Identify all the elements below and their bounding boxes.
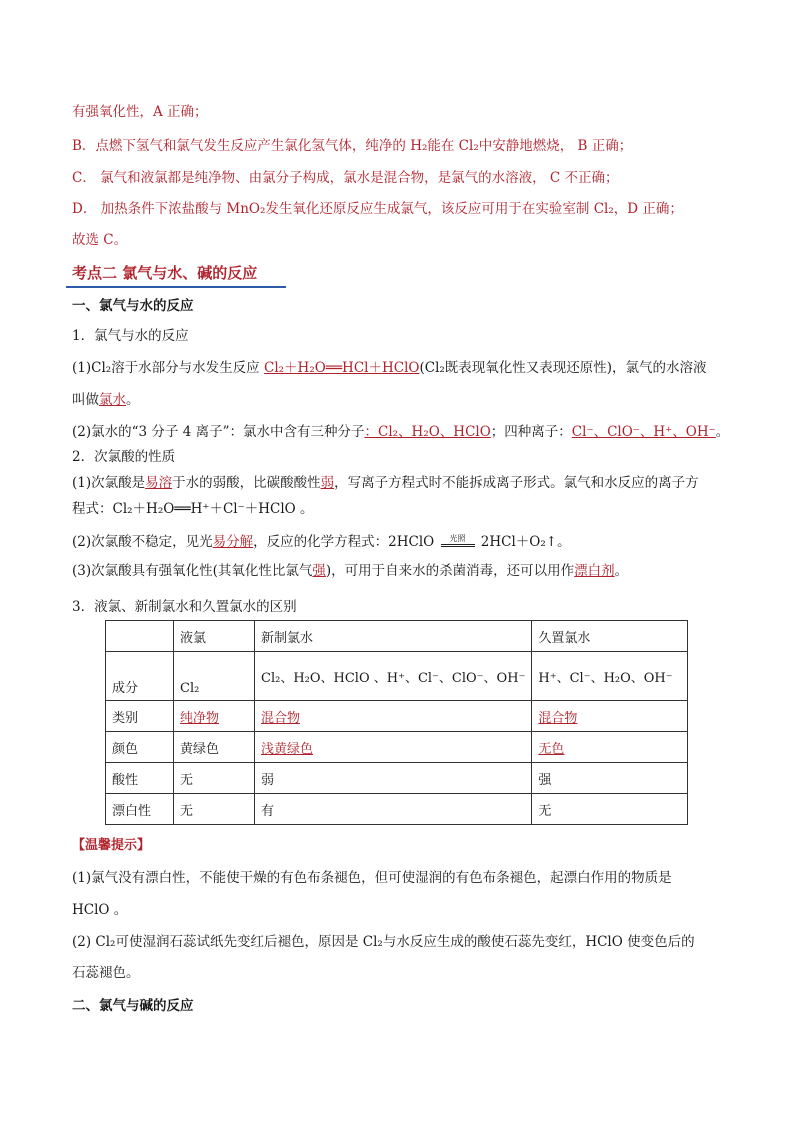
table-cell: 颜色 — [106, 732, 174, 763]
paragraph-1b — [72, 391, 140, 409]
paragraph-2b — [72, 533, 571, 551]
text: ，反应的化学方程式：2HClO — [253, 534, 439, 550]
answer-line-c: C． 氯气和液氯都是纯净物、由氯分子构成，氯水是混合物，是氯气的水溶液， C 不正确； — [72, 170, 619, 186]
text: ；四种离子： — [490, 424, 572, 440]
paragraph-1a — [72, 359, 707, 377]
answer-line-b: B．点燃下氢气和氯气发生反应产生氯化氢气体，纯净的 H₂能在 Cl₂中安静地燃烧， B 正确； — [72, 138, 633, 154]
table-header-row — [106, 621, 688, 652]
table-cell: Cl₂ — [174, 652, 255, 701]
answer-blank: 强 — [312, 563, 326, 579]
table-cell: 久置氯水 — [532, 621, 688, 652]
section-title-underline — [66, 286, 286, 288]
text: (2)次氯酸不稳定，见光 — [72, 534, 213, 550]
table-cell: 无色 — [532, 732, 688, 763]
answer-blank: 易溶 — [145, 475, 173, 491]
heading-2: 二、氯气与碱的反应 — [72, 998, 194, 1014]
tip-2a: (2) Cl₂可使湿润石蕊试纸先变红后褪色，原因是 Cl₂与水反应生成的酸使石蕊先变红，HClO 使变色后的 — [72, 934, 695, 950]
table-cell: 强 — [532, 763, 688, 794]
text: 。 — [715, 424, 730, 440]
table-row — [106, 701, 688, 732]
table-cell: 新制氯水 — [255, 621, 532, 652]
text: 叫做 — [72, 392, 99, 408]
answer-blank: 易分解 — [212, 534, 254, 550]
table-cell — [106, 621, 174, 652]
section-title: 考点二 氯气与水、碱的反应 — [72, 264, 258, 282]
table-cell: 弱 — [255, 763, 532, 794]
answer-blank: Cl⁻、ClO⁻、H⁺、OH⁻ — [571, 424, 716, 440]
subheading-2: 2．次氯酸的性质 — [72, 449, 176, 465]
table-cell: 无 — [174, 794, 255, 825]
table-cell: 酸性 — [106, 763, 174, 794]
text: 。 — [614, 563, 629, 579]
tips-title: 【温馨提示】 — [72, 838, 151, 853]
reaction-arrow — [439, 533, 477, 549]
table-row — [106, 652, 688, 701]
subheading-3: 3．液氯、新制氯水和久置氯水的区别 — [72, 599, 297, 615]
table-cell: 混合物 — [255, 701, 532, 732]
table-cell: 浅黄绿色 — [255, 732, 532, 763]
text: (2)氯水的“3 分子 4 离子”：氯水中含有三种分子 — [72, 424, 365, 440]
answer-blank: 氯水 — [99, 392, 126, 408]
table-cell: Cl₂、H₂O、HClO 、H⁺、Cl⁻、ClO⁻、OH⁻ — [255, 652, 532, 701]
table-cell: 类别 — [106, 701, 174, 732]
text: (3)次氯酸具有强氧化性(其氧化性比氯气 — [72, 563, 313, 579]
table-cell: 黄绿色 — [174, 732, 255, 763]
answer-blank: 漂白剂 — [574, 563, 615, 579]
tip-1a: (1)氯气没有漂白性，不能使干燥的有色布条褪色，但可使湿润的有色布条褪色，起漂白作用的物质是 — [72, 870, 672, 886]
table-row — [106, 763, 688, 794]
tip-1b: HClO 。 — [72, 902, 128, 918]
table-cell: 无 — [532, 794, 688, 825]
text: (1)Cl₂溶于水部分与水发生反应 — [72, 360, 264, 376]
answer-blank: ：Cl₂、H₂O、HClO — [364, 424, 491, 440]
table-cell: 无 — [174, 763, 255, 794]
table-cell: 混合物 — [532, 701, 688, 732]
paragraph-1c — [72, 423, 729, 441]
subheading-1: 1．氯气与水的反应 — [72, 328, 189, 344]
table-row — [106, 794, 688, 825]
table-cell: 漂白性 — [106, 794, 174, 825]
table-cell: H⁺、Cl⁻、H₂O、OH⁻ — [532, 652, 688, 701]
answer-equation: Cl₂＋H₂O══HCl＋HClO — [263, 360, 420, 376]
text: ，写离子方程式时不能拆成离子形式。氯气和水反应的离子方 — [334, 475, 699, 491]
answer-line-e: 故选 C。 — [72, 232, 128, 248]
paragraph-2c — [72, 562, 628, 580]
paragraph-2a-cont: 程式：Cl₂＋H₂O══H⁺＋Cl⁻＋HClO 。 — [72, 501, 314, 517]
text: 。 — [126, 392, 140, 408]
table-row — [106, 732, 688, 763]
text: 于水的弱酸，比碳酸酸性 — [172, 475, 321, 491]
comparison-table — [105, 620, 688, 825]
table-cell: 成分 — [106, 652, 174, 701]
reaction-condition: 光照 — [449, 533, 466, 543]
answer-line-d: D． 加热条件下浓盐酸与 MnO₂发生氧化还原反应生成氯气，该反应可用于在实验室制 Cl₂，D 正确； — [72, 201, 683, 217]
table-cell: 纯净物 — [174, 701, 255, 732]
answer-blank: 弱 — [320, 475, 335, 491]
text: 2HCl＋O₂↑。 — [476, 534, 571, 550]
table-cell: 液氯 — [174, 621, 255, 652]
text: )，可用于自来水的杀菌消毒，还可以用作 — [325, 563, 575, 579]
answer-line-a: 有强氧化性，A 正确； — [72, 104, 208, 120]
heading-1: 一、氯气与水的反应 — [72, 298, 194, 314]
table-cell: 有 — [255, 794, 532, 825]
text: (Cl₂既表现氧化性又表现还原性)，氯气的水溶液 — [419, 360, 707, 376]
text: (1)次氯酸是 — [72, 475, 146, 491]
paragraph-2a — [72, 474, 699, 492]
tip-2b: 石蕊褪色。 — [72, 965, 140, 981]
